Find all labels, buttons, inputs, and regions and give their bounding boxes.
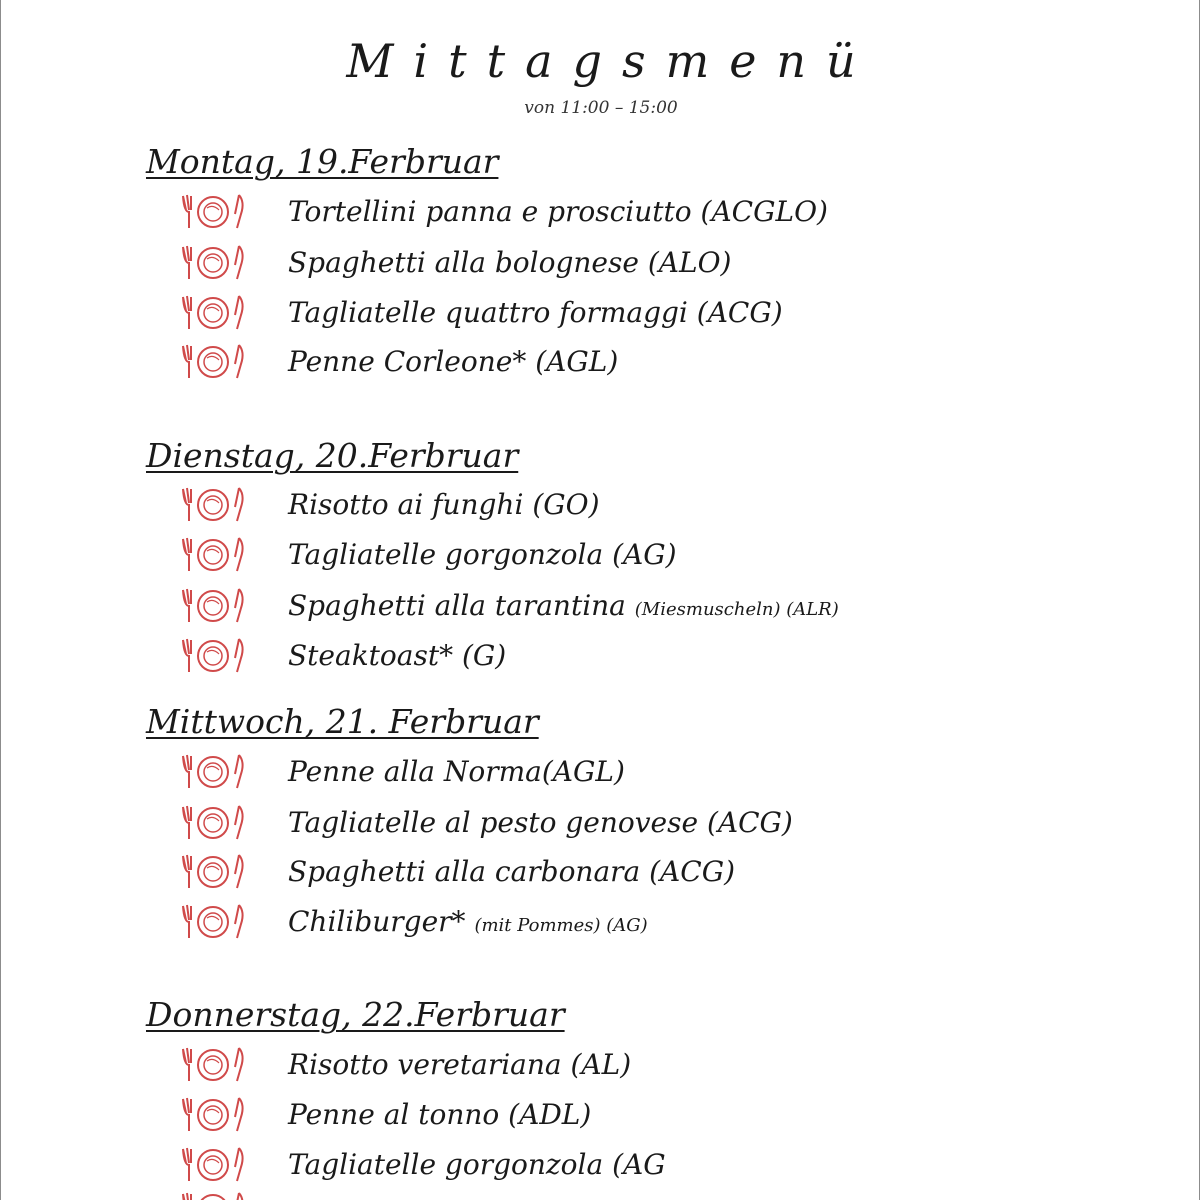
opening-hours: von 11:00 – 15:00 (524, 98, 678, 118)
plate-fork-knife-icon (179, 636, 247, 676)
plate-fork-knife-icon (179, 192, 247, 232)
dish-name: Risotto veretariana (AL) (288, 1048, 632, 1081)
plate-fork-knife-icon (179, 852, 247, 892)
dish-name: Tortellini panna e prosciutto (ACGLO) (288, 195, 828, 228)
dish-name (288, 902, 648, 946)
dish-name: Risotto ai funghi (GO) (288, 488, 600, 521)
dish-note: (mit Pommes) (AG) (474, 915, 648, 936)
plate-fork-knife-icon (179, 586, 247, 626)
plate-fork-knife-icon (179, 535, 247, 575)
day-heading-tuesday: Dienstag, 20.Ferbruar (146, 436, 519, 475)
page-title: Mittagsmenü (346, 34, 876, 88)
dish-name: Spaghetti alla bolognese (ALO) (288, 246, 732, 279)
dish-name: Tagliatelle quattro formaggi (ACG) (288, 296, 783, 329)
day-heading-thursday: Donnerstag, 22.Ferbruar (146, 995, 565, 1034)
dish-name: Penne al tonno (ADL) (288, 1098, 592, 1131)
dish-name: Tagliatelle gorgonzola (AG) (288, 538, 677, 571)
dish-name (288, 586, 839, 630)
plate-fork-knife-icon (179, 342, 247, 382)
day-heading-monday: Montag, 19.Ferbruar (146, 142, 499, 181)
dish-name: Tagliatelle al pesto genovese (ACG) (288, 806, 793, 839)
plate-fork-knife-icon (179, 243, 247, 283)
plate-fork-knife-icon (179, 1145, 247, 1185)
day-heading-wednesday: Mittwoch, 21. Ferbruar (146, 702, 539, 741)
dish-name: Penne Corleone* (AGL) (288, 345, 619, 378)
dish-name: Penne alla Norma(AGL) (288, 755, 625, 788)
dish-main-text: Spaghetti alla tarantina (288, 589, 626, 622)
plate-fork-knife-icon (179, 902, 247, 942)
dish-name: Steaktoast* (G) (288, 639, 507, 672)
plate-fork-knife-icon (179, 1095, 247, 1135)
plate-fork-knife-icon (179, 1190, 247, 1200)
dish-note: (Miesmuscheln) (ALR) (634, 599, 839, 620)
plate-fork-knife-icon (179, 1045, 247, 1085)
dish-name: Tagliatelle gorgonzola (AG (288, 1148, 666, 1181)
plate-fork-knife-icon (179, 485, 247, 525)
plate-fork-knife-icon (179, 803, 247, 843)
dish-name: Spaghetti alla carbonara (ACG) (288, 855, 735, 888)
dish-main-text: Chiliburger* (288, 905, 466, 938)
plate-fork-knife-icon (179, 752, 247, 792)
plate-fork-knife-icon (179, 293, 247, 333)
